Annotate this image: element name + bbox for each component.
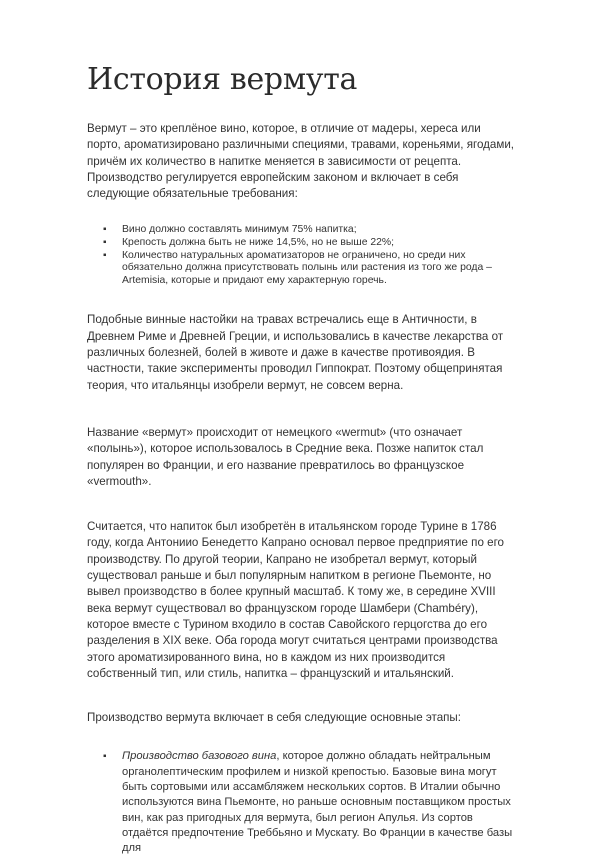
bullet-icon: ▪ xyxy=(103,751,107,763)
stage-term: Производство базового вина xyxy=(122,750,277,763)
list-item-text: Количество натуральных ароматизаторов не ограничено, но среди них обязательно должна присутствовать полынь или растения из того же рода – Artemisia, которые и придают ему характерную горечь. xyxy=(122,249,492,286)
stage-text: , которое должно обладать нейтральным органолептическим профилем и низкой крепостью. Базовые вина могут быть сортовыми или ассамбляжем нескольких сортов. В Италии обычно используются вина Пьемонте, но раньше основным поставщиком простых вин, как раз пригодных для вермута, был регион Апулья. Из сортов отдаётся предпочтение Треббьяно и Мускату. Во Франции в качестве базы для xyxy=(122,750,513,855)
invention-paragraph: Считается, что напиток был изобретён в итальянском городе Турине в 1786 году, когда Антониио Бенедетто Капрано основал первое предприятие по его производству. По другой теории, Капрано не изобретал вермут, который существовал раньше и был популярным напитком в регионе Пьемонте, но вывел производство в более крупный масштаб. К тому же, в середине XVIII века вермут существовал во французском городе Шамбери (Chambéry), которое вместе с Турином входило в состав Савойского герцогства до его разделения в XIX веке. Оба города могут считаться центрами производства этого ароматизированного вина, но в каждом из них производится собственный тип, или стиль, напитка – французский и итальянский. xyxy=(87,520,504,680)
bullet-icon: ▪ xyxy=(103,224,107,236)
stages-intro-paragraph: Производство вермута включает в себя следующие основные этапы: xyxy=(87,711,461,725)
requirements-list xyxy=(87,224,516,287)
history-paragraph: Подобные винные настойки на травах встречались еще в Античности, в Древнем Риме и Древней Греции, и использовались в качестве лекарства от различных болезней, болей в животе и даже в качестве противоядия. В частности, такие эксперименты проводил Гиппократ. Поэтому общепринятая теория, что итальянцы изобрели вермут, не совсем верна. xyxy=(87,313,504,392)
page-title: История вермута xyxy=(87,62,358,97)
list-item xyxy=(103,249,516,288)
name-origin-paragraph: Название «вермут» происходит от немецкого «wermut» (что означает «полынь»), которое использовалось в Средние века. Позже напиток стал популярен во Франции, и его название превратилось во французское «vermouth». xyxy=(87,425,484,488)
list-item xyxy=(103,237,516,250)
stages-list xyxy=(87,749,516,856)
bullet-icon: ▪ xyxy=(103,249,107,261)
intro-paragraph: Вермут – это креплёное вино, которое, в отличие от мадеры, хереса или порто, ароматизировано различными специями, травами, кореньями, ягодами, причём их количество в напитке меняется в зависимости от рецепта. Производство регулируется европейским законом и включает в себя следующие обязательные требования: xyxy=(87,122,515,201)
list-item xyxy=(103,224,516,237)
bullet-icon: ▪ xyxy=(103,237,107,249)
list-item xyxy=(103,749,516,856)
list-item-text: Вино должно составлять минимум 75% напитка; xyxy=(122,224,357,236)
list-item-text: Крепость должна быть не ниже 14,5%, но не выше 22%; xyxy=(122,237,395,249)
